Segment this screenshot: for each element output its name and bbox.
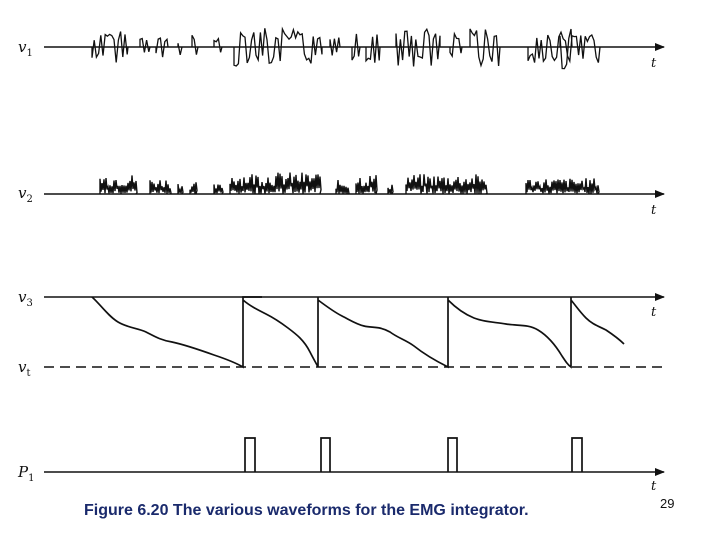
v1-burst [366, 35, 380, 63]
v2-rectified-signal [100, 173, 599, 195]
v1-burst [396, 29, 440, 66]
v1-axis-t-label: t [651, 56, 657, 71]
v2-burst [526, 178, 599, 194]
v1-emg-signal [92, 28, 600, 68]
p1-reset-pulses [245, 438, 582, 472]
v3-integrator-ramp [92, 297, 624, 367]
v1-burst [178, 43, 182, 55]
v2-burst [100, 175, 137, 194]
v3-axis-t-label: t [651, 305, 657, 320]
v2-burst [150, 180, 171, 194]
v1-burst [140, 39, 150, 53]
vt-label: $v_t$ [18, 358, 31, 379]
v1-burst [214, 39, 222, 53]
v2-label: $v_2$ [18, 184, 33, 205]
v2-burst [178, 184, 183, 194]
v1-label: $v_1$ [18, 38, 33, 59]
v1-burst [450, 34, 462, 56]
v2-burst [190, 182, 197, 194]
v2-burst [406, 174, 487, 194]
p1-axis-t-label: t [651, 479, 657, 494]
v2-burst [336, 180, 349, 194]
v2-burst [388, 185, 393, 194]
v3-label: $v_3$ [18, 288, 33, 309]
p1-label: $P_1$ [18, 463, 35, 484]
v2-axis-t-label: t [651, 203, 657, 218]
v1-burst [192, 35, 198, 54]
page-number: 29 [660, 496, 675, 511]
v2-burst [214, 185, 223, 195]
v2-burst [356, 175, 377, 194]
figure-caption: Figure 6.20 The various waveforms for the EMG integrator. [84, 502, 529, 519]
v2-burst [230, 173, 321, 195]
